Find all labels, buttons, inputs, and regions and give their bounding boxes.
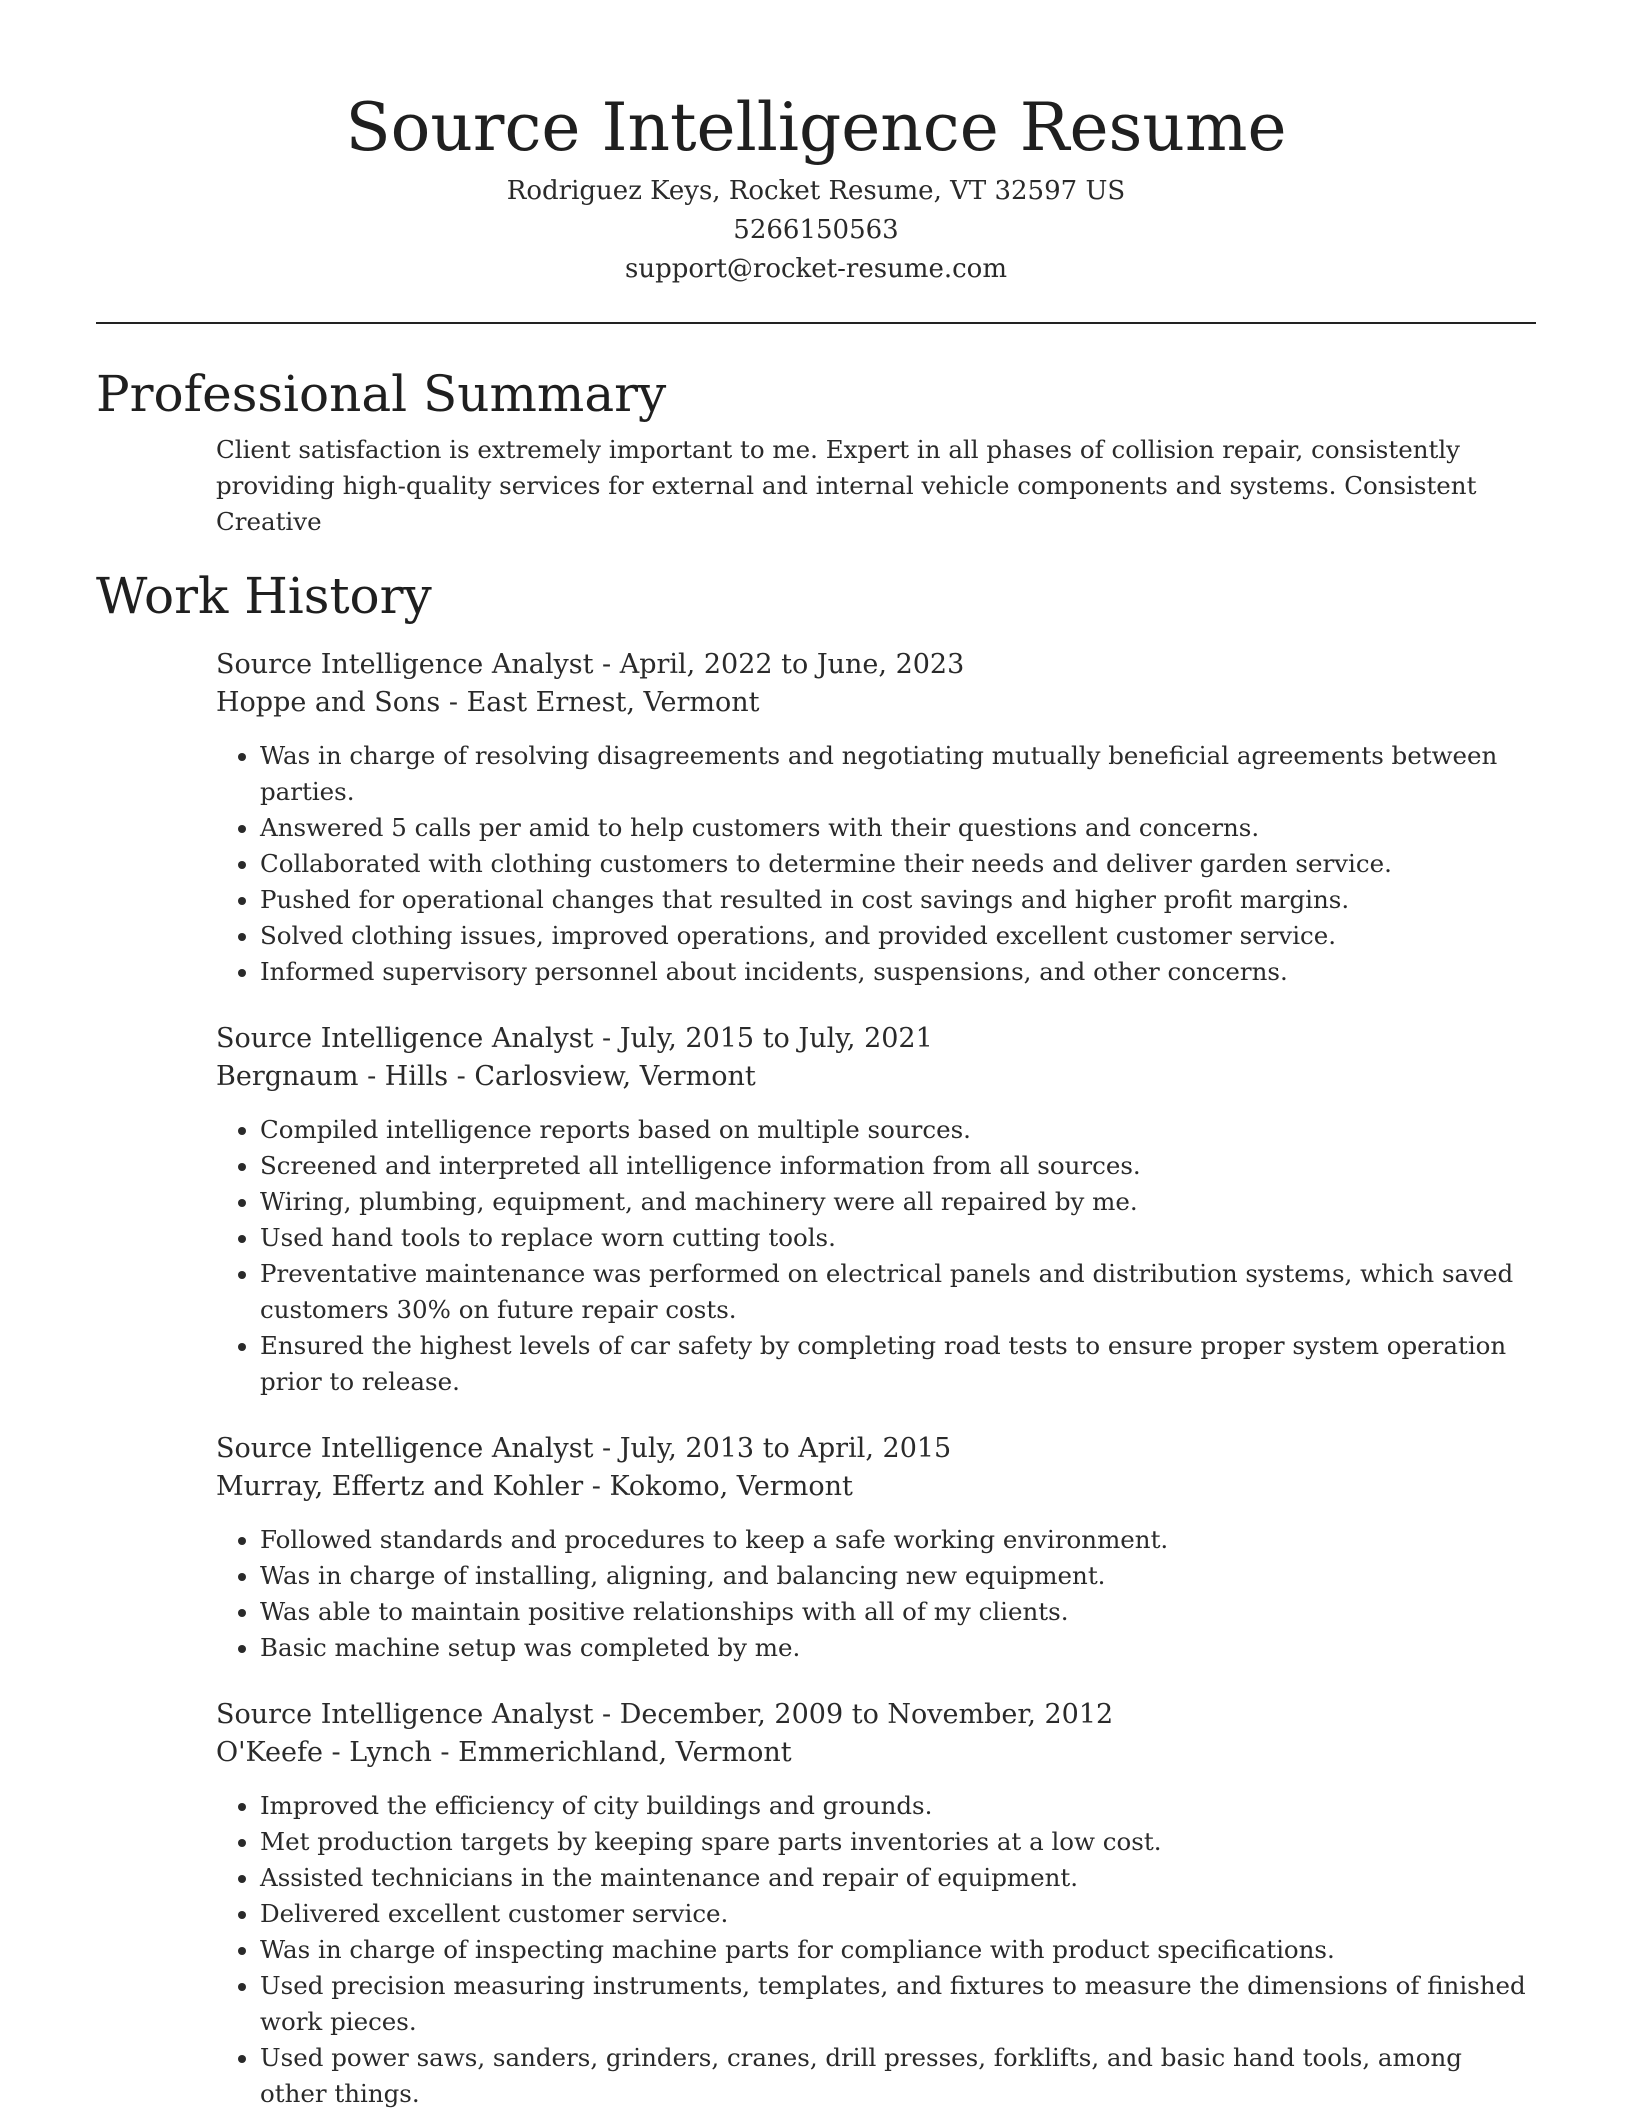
job-duties-list — [216, 738, 1536, 990]
work-history-heading: Work History — [96, 567, 432, 625]
job-entry — [216, 646, 1536, 990]
job-entry — [216, 1020, 1536, 1400]
resume-header — [96, 0, 1536, 289]
job-duty-item: • Used power saws, sanders, grinders, cranes, drill presses, forklifts, and basic hand tools, among other things. — [260, 2040, 1536, 2112]
job-duty-item: • Met production targets by keeping spare parts inventories at a low cost. — [260, 1824, 1536, 1860]
job-title-line: Source Intelligence Analyst - April, 2022 to June, 2023 — [216, 649, 965, 680]
job-duty-item: • Wiring, plumbing, equipment, and machinery were all repaired by me. — [260, 1184, 1536, 1220]
job-duty-item: • Was in charge of inspecting machine parts for compliance with product specifications. — [260, 1932, 1536, 1968]
job-duty-item: • Pushed for operational changes that resulted in cost savings and higher profit margins. — [260, 882, 1536, 918]
job-duty-item: • Was able to maintain positive relationships with all of my clients. — [260, 1594, 1536, 1630]
contact-address: Rodriguez Keys, Rocket Resume, VT 32597 US — [506, 176, 1126, 206]
job-duty-item: • Used precision measuring instruments, templates, and fixtures to measure the dimensions of finished work pieces. — [260, 1968, 1536, 2040]
work-history-list — [96, 646, 1536, 2112]
job-duty-item: • Was in charge of installing, aligning, and balancing new equipment. — [260, 1558, 1536, 1594]
summary-text: Client satisfaction is extremely important to me. Expert in all phases of collision repair, consistently providing high-quality services for external and internal vehicle components and systems. Consistent Creative — [216, 435, 1477, 536]
job-duty-item: • Was in charge of resolving disagreements and negotiating mutually beneficial agreements between parties. — [260, 738, 1536, 810]
job-title-line: Source Intelligence Analyst - December, 2009 to November, 2012 — [216, 1699, 1114, 1730]
summary-heading: Professional Summary — [96, 365, 667, 423]
job-duty-item: • Collaborated with clothing customers to determine their needs and deliver garden service. — [260, 846, 1536, 882]
job-duty-item: • Informed supervisory personnel about incidents, suspensions, and other concerns. — [260, 954, 1536, 990]
job-duties-list — [216, 1522, 1536, 1666]
header-divider — [96, 322, 1536, 324]
job-duty-item: • Followed standards and procedures to keep a safe working environment. — [260, 1522, 1536, 1558]
job-duty-item: • Ensured the highest levels of car safety by completing road tests to ensure proper system operation prior to release. — [260, 1328, 1536, 1400]
job-duties-list — [216, 1788, 1536, 2112]
job-duty-item: • Basic machine setup was completed by me. — [260, 1630, 1536, 1666]
contact-block — [96, 172, 1536, 289]
contact-phone: 5266150563 — [733, 215, 899, 245]
job-title-line: Source Intelligence Analyst - July, 2015 to July, 2021 — [216, 1023, 933, 1054]
job-company-line: Bergnaum - Hills - Carlosview, Vermont — [216, 1061, 756, 1092]
job-duty-item: • Improved the efficiency of city buildings and grounds. — [260, 1788, 1536, 1824]
job-duty-item: • Screened and interpreted all intelligence information from all sources. — [260, 1148, 1536, 1184]
job-duty-item: • Delivered excellent customer service. — [260, 1896, 1536, 1932]
job-duty-item: • Assisted technicians in the maintenance and repair of equipment. — [260, 1860, 1536, 1896]
job-entry — [216, 1430, 1536, 1666]
job-title-line: Source Intelligence Analyst - July, 2013 to April, 2015 — [216, 1433, 952, 1464]
contact-email: support@rocket-resume.com — [624, 254, 1007, 284]
job-company-line: O'Keefe - Lynch - Emmerichland, Vermont — [216, 1737, 792, 1768]
resume-name: Source Intelligence Resume — [345, 89, 1287, 166]
job-entry — [216, 1696, 1536, 2112]
job-duty-item: • Used hand tools to replace worn cutting tools. — [260, 1220, 1536, 1256]
job-duty-item: • Preventative maintenance was performed on electrical panels and distribution systems, which saved customers 30% on future repair costs. — [260, 1256, 1536, 1328]
job-duty-item: • Compiled intelligence reports based on multiple sources. — [260, 1112, 1536, 1148]
job-company-line: Murray, Effertz and Kohler - Kokomo, Vermont — [216, 1471, 853, 1502]
job-duty-item: • Solved clothing issues, improved operations, and provided excellent customer service. — [260, 918, 1536, 954]
resume-page — [96, 0, 1536, 2112]
job-company-line: Hoppe and Sons - East Ernest, Vermont — [216, 687, 760, 718]
job-duties-list — [216, 1112, 1536, 1400]
job-duty-item: • Answered 5 calls per amid to help customers with their questions and concerns. — [260, 810, 1536, 846]
